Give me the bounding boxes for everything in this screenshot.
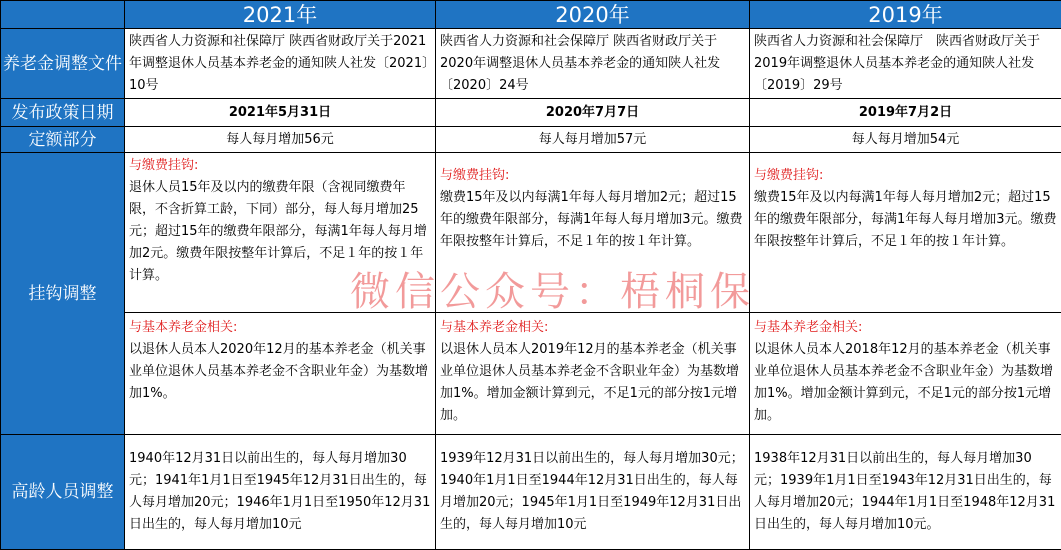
contribution-text: 退休人员15年及以内的缴费年限（含视同缴费年限，不含折算工龄，下同）部分，每人每月增加25元；超过15年的缴费年限部分，每满1年每人每月增加2元。缴费年限按整年计算后，不足１年的按１年计算。 — [129, 177, 431, 287]
contribution-2019 — [750, 153, 1061, 313]
elderly-2021: 1940年12月31日以前出生的，每人每月增加30元；1941年1月1日至1945年12月31日出生的，每人每月增加20元；1946年1月1日至1950年12月31日出生的，每人每月增加10元 — [125, 435, 436, 550]
corner-cell — [1, 1, 125, 29]
year-header-2019: 2019年 — [750, 1, 1061, 29]
pension-title: 与基本养老金相关: — [440, 317, 745, 339]
year-header-2021: 2021年 — [125, 1, 436, 29]
date-row — [1, 99, 1061, 127]
document-2021: 陕西省人力资源和社保障厅 陕西省财政厅关于2021年调整退休人员基本养老金的通知陕人社发〔2021〕10号 — [125, 29, 436, 99]
pension-title: 与基本养老金相关: — [129, 317, 431, 339]
contribution-title: 与缴费挂钩: — [129, 155, 431, 177]
contribution-title: 与缴费挂钩: — [440, 165, 745, 187]
contribution-title: 与缴费挂钩: — [754, 165, 1057, 187]
date-2020: 2020年7月7日 — [436, 99, 750, 127]
elderly-2019: 1938年12月31日以前出生的，每人每月增加30元；1939年1月1日至1943年12月31日出生的，每人每月增加20元；1944年1月1日至1948年12月31日出生的，每人每月增加10元。 — [750, 435, 1061, 550]
row-label-linked: 挂钩调整 — [1, 153, 125, 435]
pension-text: 以退休人员本人2018年12月的基本养老金（机关事业单位退休人员基本养老金不含职业年金）为基数增加1%。增加金额计算到元，不足1元的部分按1元增加。 — [754, 339, 1057, 427]
document-2020: 陕西省人力资源和社会保障厅 陕西省财政厅关于2020年调整退休人员基本养老金的通知陕人社发〔2020〕24号 — [436, 29, 750, 99]
pension-text: 以退休人员本人2020年12月的基本养老金（机关事业单位退休人员基本养老金不含职业年金）为基数增加1%。 — [129, 339, 431, 405]
date-2019: 2019年7月2日 — [750, 99, 1061, 127]
watermark-text: 微信公众号：梧桐保 — [350, 268, 755, 316]
fixed-row — [1, 127, 1061, 153]
fixed-2020: 每人每月增加57元 — [436, 127, 750, 153]
linked-contribution-row — [1, 153, 1061, 313]
contribution-text: 缴费15年及以内每满1年每人每月增加2元；超过15年的缴费年限部分，每满1年每人每月增加3元。缴费年限按整年计算后，不足１年的按１年计算。 — [754, 187, 1057, 253]
elderly-row — [1, 435, 1061, 550]
pension-title: 与基本养老金相关: — [754, 317, 1057, 339]
fixed-2019: 每人每月增加54元 — [750, 127, 1061, 153]
contribution-text: 缴费15年及以内每满1年每人每月增加2元；超过15年的缴费年限部分，每满1年每人每月增加3元。缴费年限按整年计算后，不足１年的按１年计算。 — [440, 187, 745, 253]
elderly-2020: 1939年12月31日以前出生的，每人每月增加30元；1940年1月1日至1944年12月31日出生的，每人每月增加20元；1945年1月1日至1949年12月31日出生的，每人每月增加10元 — [436, 435, 750, 550]
contribution-2020 — [436, 153, 750, 313]
year-header-2020: 2020年 — [436, 1, 750, 29]
pension-2019 — [750, 313, 1061, 435]
contribution-2021 — [125, 153, 436, 313]
document-row — [1, 29, 1061, 99]
row-label-fixed: 定额部分 — [1, 127, 125, 153]
fixed-2021: 每人每月增加56元 — [125, 127, 436, 153]
pension-2021 — [125, 313, 436, 435]
linked-pension-row — [1, 313, 1061, 435]
row-label-date: 发布政策日期 — [1, 99, 125, 127]
document-2019: 陕西省人力资源和社会保障厅 陕西省财政厅关于2019年调整退休人员基本养老金的通知陕人社发〔2019〕29号 — [750, 29, 1061, 99]
pension-text: 以退休人员本人2019年12月的基本养老金（机关事业单位退休人员基本养老金不含职业年金）为基数增加1%。增加金额计算到元，不足1元的部分按1元增加。 — [440, 339, 745, 427]
header-row — [1, 1, 1061, 29]
pension-2020 — [436, 313, 750, 435]
row-label-document: 养老金调整文件 — [1, 29, 125, 99]
row-label-elderly: 高龄人员调整 — [1, 435, 125, 550]
date-2021: 2021年5月31日 — [125, 99, 436, 127]
